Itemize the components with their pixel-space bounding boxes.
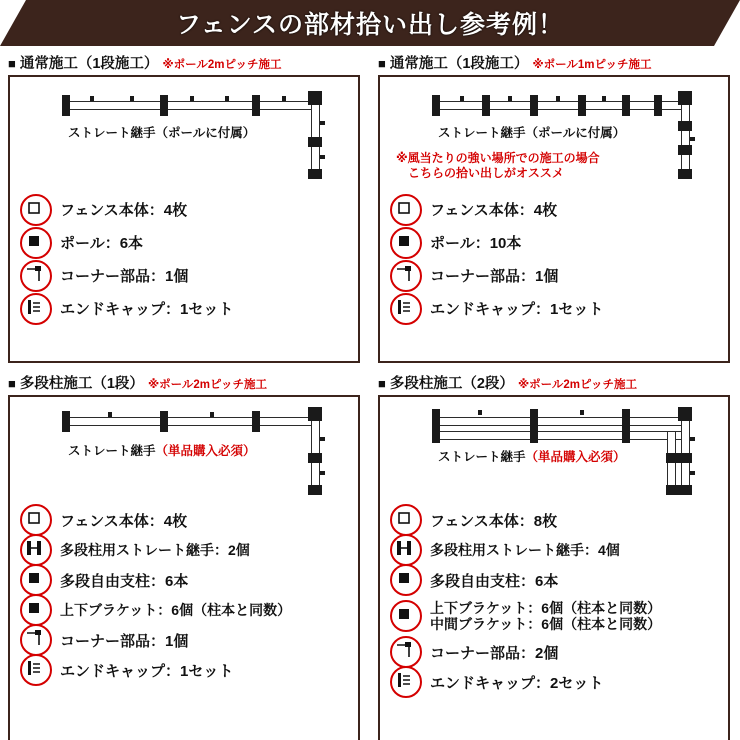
panel-title: 通常施工（1段施工） (389, 56, 529, 72)
multi-stage-joint-icon (390, 534, 422, 566)
list-item-label-secondary: 中間ブラケット：6個（柱本と同数） (430, 616, 662, 632)
panel-note: ※ポール2mピッチ施工 (147, 379, 268, 391)
list-item-label: コーナー部品：1個 (60, 632, 189, 650)
parts-list (390, 505, 718, 697)
list-item (390, 595, 718, 637)
list-item-label: フェンス本体：4枚 (60, 202, 188, 219)
joint-tick (210, 412, 214, 417)
list-item (20, 259, 348, 292)
panel-header (8, 52, 360, 72)
post-icon (160, 95, 168, 116)
post-icon (20, 564, 52, 596)
panel-header (378, 372, 730, 392)
joint-tick (320, 155, 325, 159)
panel-title: 多段柱施工（2段） (389, 376, 514, 392)
list-item-label: ポール：6本 (60, 235, 144, 252)
panel-body (8, 395, 360, 740)
panel-multistage-2 (378, 372, 730, 740)
fence-panel-icon (20, 504, 52, 536)
post-icon (432, 409, 440, 443)
list-item (20, 535, 348, 565)
panel-standard-1m (378, 52, 730, 363)
rail-horizontal (432, 101, 690, 110)
joint-tick (320, 437, 325, 441)
end-cap-icon (20, 293, 52, 325)
corner-part-icon (390, 260, 422, 292)
rail-horizontal-upper (432, 417, 690, 426)
post-icon (530, 95, 538, 116)
list-item (20, 565, 348, 595)
post-icon (252, 411, 260, 432)
panel-title: 通常施工（1段施工） (19, 56, 159, 72)
panel-body (378, 75, 730, 363)
corner-post-icon (678, 91, 692, 105)
panel-multistage-1 (8, 372, 360, 740)
list-item-label: エンドキャップ：1セット (60, 301, 234, 318)
diagram-label (438, 447, 626, 465)
post-icon (308, 485, 322, 495)
panel-standard-2m (8, 52, 360, 363)
list-item (20, 595, 348, 625)
list-item-label: コーナー部品：2個 (430, 644, 559, 662)
list-item-label: コーナー部品：1個 (60, 268, 189, 285)
post-icon (678, 121, 692, 131)
post-icon (62, 95, 70, 116)
post-icon (390, 227, 422, 259)
panel-body (8, 75, 360, 363)
joint-tick (130, 96, 134, 101)
panel-note: ※ポール2mピッチ施工 (517, 379, 638, 391)
corner-post-icon (678, 407, 692, 421)
joint-tick (690, 137, 695, 141)
corner-part-icon (20, 260, 52, 292)
list-item (20, 625, 348, 655)
post-icon (252, 95, 260, 116)
list-item-label: ポール：10本 (430, 235, 522, 252)
corner-part-icon (390, 636, 422, 668)
fence-panel-icon (390, 504, 422, 536)
list-item (390, 226, 718, 259)
multi-stage-joint-icon (20, 534, 52, 566)
list-item-label: フェンス本体：4枚 (430, 202, 558, 219)
list-item-label: コーナー部品：1個 (430, 268, 559, 285)
corner-part-icon (20, 624, 52, 656)
fence-diagram (20, 405, 348, 501)
post-icon (160, 411, 168, 432)
joint-tick (580, 410, 584, 415)
diagram-label-main: ストレート継手 (438, 450, 526, 464)
bullet-square-icon: ■ (8, 56, 16, 71)
page-title: フェンスの部材拾い出し参考例！ (175, 11, 564, 39)
list-item-label: フェンス本体：4枚 (60, 512, 188, 530)
list-item-label: フェンス本体：8枚 (430, 512, 558, 530)
post-icon (578, 95, 586, 116)
bullet-square-icon: ■ (378, 56, 386, 71)
panel-header (8, 372, 360, 392)
parts-list (20, 193, 348, 325)
post-icon (666, 453, 692, 463)
list-item (390, 667, 718, 697)
list-item (390, 565, 718, 595)
list-item-label: 多段自由支柱：6本 (60, 572, 189, 590)
joint-tick (320, 121, 325, 125)
post-icon (678, 145, 692, 155)
list-item-label: エンドキャップ：1セット (60, 662, 234, 680)
list-item-label: 上下ブラケット：6個（柱本と同数） (60, 602, 292, 618)
end-cap-icon (390, 293, 422, 325)
post-icon (530, 409, 538, 443)
rail-vertical (681, 101, 690, 173)
panel-warning: ※風当たりの強い場所での施工の場合 こちらの拾い出しがオススメ (396, 151, 600, 180)
list-item (20, 226, 348, 259)
end-cap-icon (390, 666, 422, 698)
post-icon (622, 409, 630, 443)
diagram-label-note: （単品購入必須） (155, 444, 256, 458)
post-icon (390, 564, 422, 596)
panel-header (378, 52, 730, 72)
post-icon (308, 169, 322, 179)
corner-post-icon (308, 91, 322, 105)
joint-tick (90, 96, 94, 101)
rail-horizontal (62, 101, 320, 110)
list-item-label: 多段自由支柱：6本 (430, 572, 559, 590)
post-icon (308, 453, 322, 463)
list-item-label: エンドキャップ：1セット (430, 301, 604, 318)
list-item (390, 292, 718, 325)
post-icon (622, 95, 630, 116)
fence-panel-icon (390, 194, 422, 226)
post-icon (62, 411, 70, 432)
list-item (390, 505, 718, 535)
post-icon (390, 600, 422, 632)
diagram-label: ストレート継手（ポールに付属） (68, 126, 256, 140)
fence-diagram (390, 405, 718, 501)
joint-tick (602, 96, 606, 101)
fence-diagram (20, 85, 348, 189)
joint-tick (690, 437, 695, 441)
joint-tick (190, 96, 194, 101)
post-icon (482, 95, 490, 116)
bullet-square-icon: ■ (8, 376, 16, 391)
post-icon (678, 169, 692, 179)
parts-list (20, 505, 348, 685)
header-corner-left (0, 0, 26, 46)
post-icon (20, 594, 52, 626)
diagram-label-main: ストレート継手 (68, 444, 156, 458)
list-item-label: 上下ブラケット：6個（柱本と同数） (430, 599, 662, 616)
list-item (20, 655, 348, 685)
joint-tick (690, 471, 695, 475)
joint-tick (282, 96, 286, 101)
list-item-label: 多段柱用ストレート継手：2個 (60, 542, 250, 558)
panel-note: ※ポール1mピッチ施工 (532, 59, 652, 71)
list-item (390, 535, 718, 565)
joint-tick (556, 96, 560, 101)
diagram-label-note: （単品購入必須） (525, 450, 626, 464)
joint-tick (320, 471, 325, 475)
list-item-label: 多段柱用ストレート継手：4個 (430, 542, 620, 558)
list-item (20, 292, 348, 325)
joint-tick (460, 96, 464, 101)
header-corner-right (714, 0, 740, 46)
panel-note: ※ポール2mピッチ施工 (162, 59, 282, 71)
list-item (390, 259, 718, 292)
fence-diagram (390, 85, 718, 189)
list-item (390, 193, 718, 226)
list-item (20, 505, 348, 535)
list-item (20, 193, 348, 226)
rail-horizontal-lower (432, 431, 690, 440)
parts-list (390, 193, 718, 325)
list-item-label: エンドキャップ：2セット (430, 674, 604, 692)
panel-body (378, 395, 730, 740)
diagram-label (68, 441, 256, 459)
post-icon (432, 95, 440, 116)
joint-tick (478, 410, 482, 415)
panel-title: 多段柱施工（1段） (19, 376, 144, 392)
joint-tick (508, 96, 512, 101)
post-icon (20, 227, 52, 259)
page-header (0, 0, 740, 46)
list-item (390, 637, 718, 667)
panel-grid (0, 46, 740, 740)
joint-tick (225, 96, 229, 101)
end-cap-icon (20, 654, 52, 686)
post-icon (308, 137, 322, 147)
post-icon (666, 485, 692, 495)
diagram-label: ストレート継手（ポールに付属） (438, 126, 626, 140)
post-icon (654, 95, 662, 116)
joint-tick (108, 412, 112, 417)
rail-horizontal (62, 417, 320, 426)
list-item-label-group (430, 600, 661, 632)
corner-post-icon (308, 407, 322, 421)
bullet-square-icon: ■ (378, 376, 386, 391)
fence-panel-icon (20, 194, 52, 226)
